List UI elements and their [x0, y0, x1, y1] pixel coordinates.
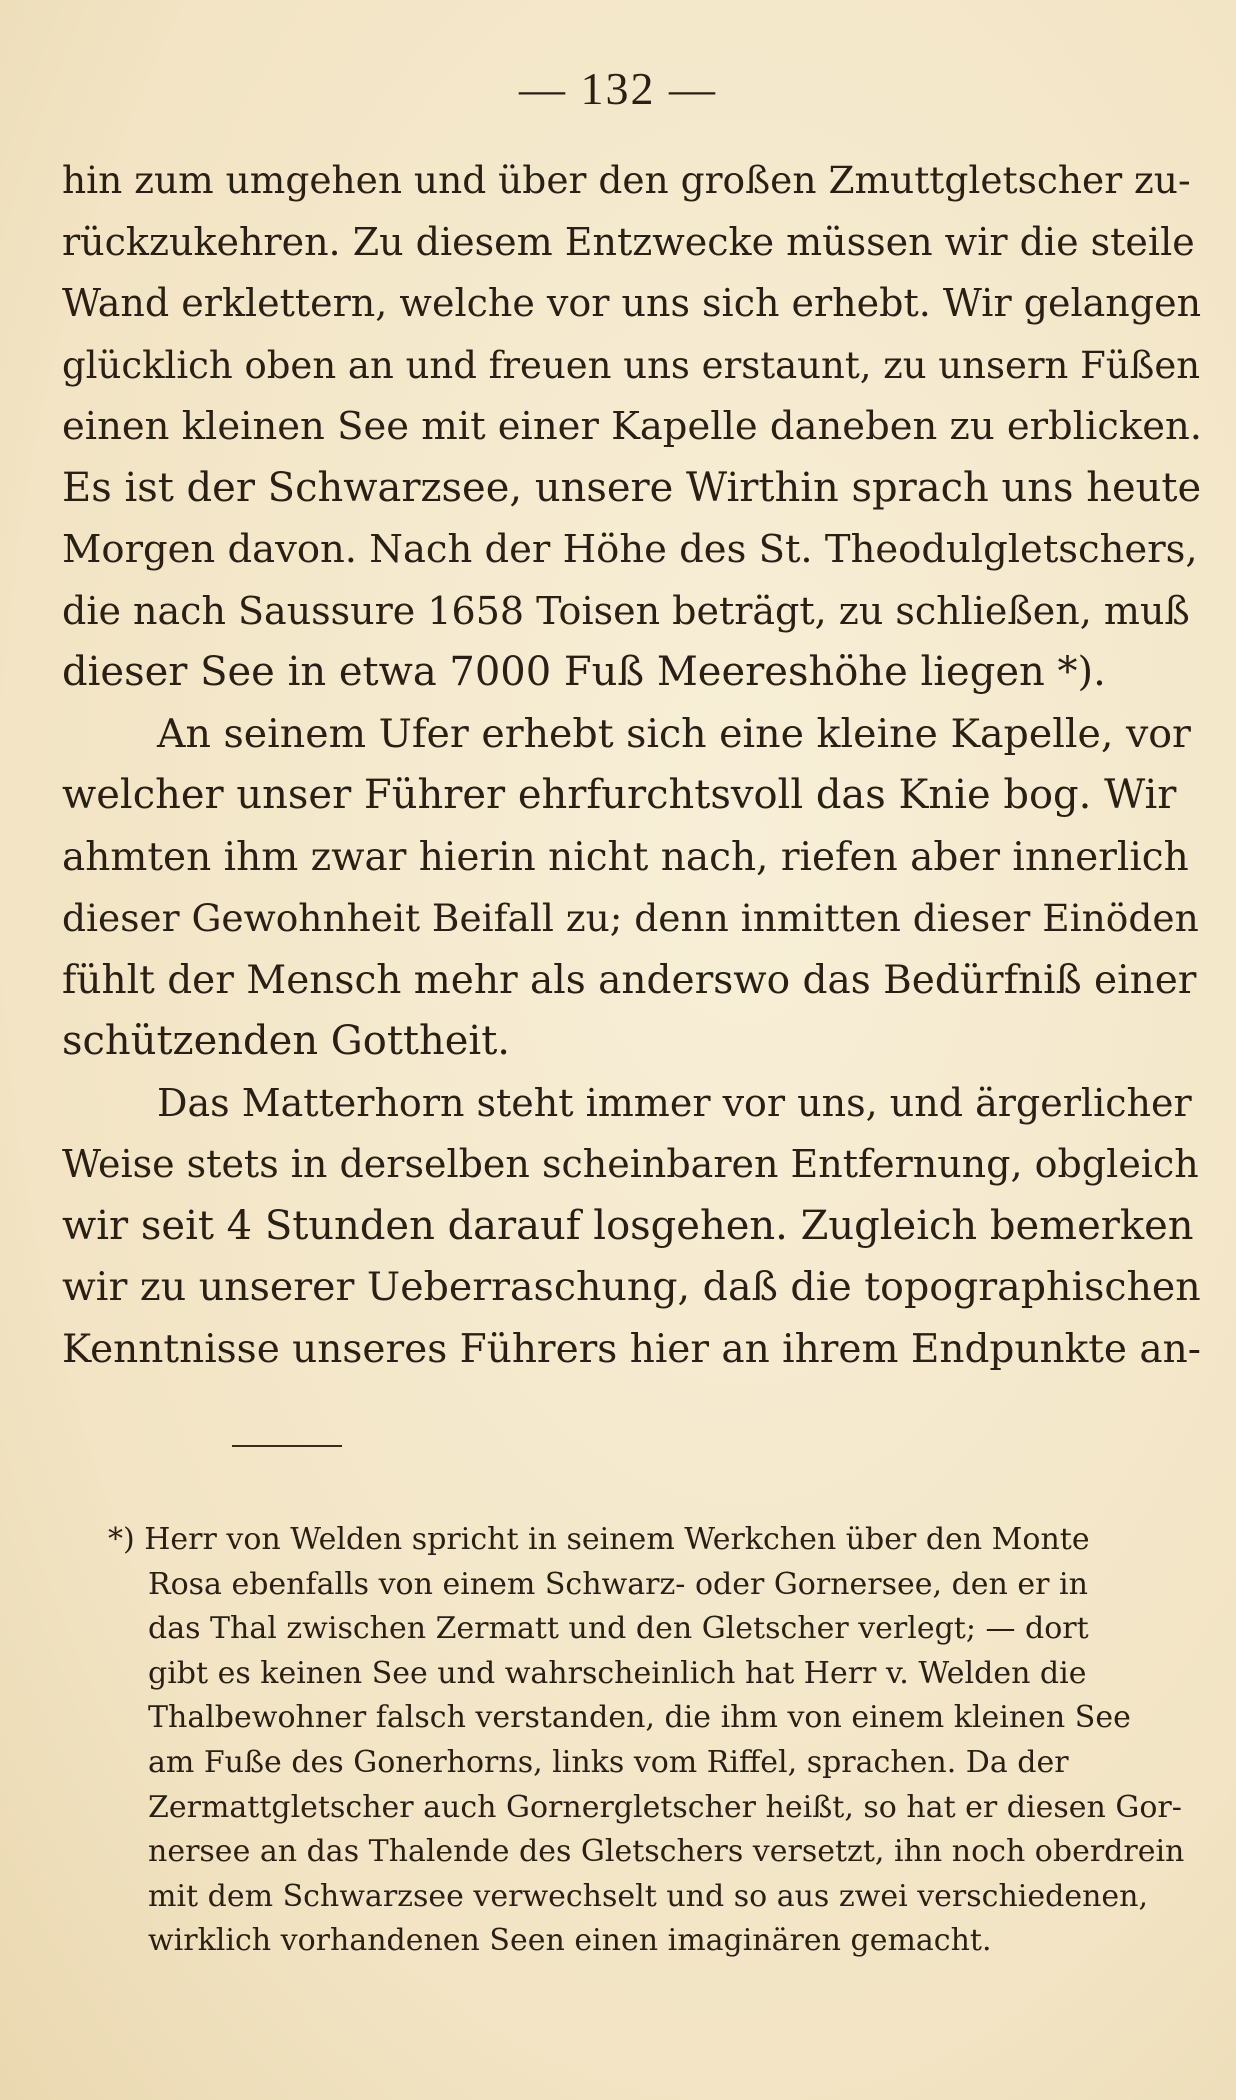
text-line: einen kleinen See mit einer Kapelle daneben zu erblicken.: [62, 404, 1202, 449]
text-line: ahmten ihm zwar hierin nicht nach, riefen aber innerlich: [62, 834, 1189, 880]
footnote-line: *) Herr von Welden spricht in seinem Werkchen über den Monte: [108, 1522, 1090, 1557]
text-line: Es ist der Schwarzsee, unsere Wirthin sprach uns heute: [62, 464, 1202, 511]
text-line: die nach Saussure 1658 Toisen beträgt, zu schließen, muß: [62, 588, 1190, 633]
footnote-line: das Thal zwischen Zermatt und den Gletscher verlegt; — dort: [148, 1611, 1089, 1647]
text-line: glücklich oben an und freuen uns erstaunt, zu unsern Füßen: [62, 343, 1201, 387]
footnote-divider: [232, 1445, 342, 1447]
text-line: Wand erklettern, welche vor uns sich erhebt. Wir gelangen: [62, 281, 1202, 325]
page-number: — 132 —: [519, 63, 717, 114]
text-line: wir zu unserer Ueberraschung, daß die topographischen: [62, 1264, 1201, 1310]
footnote-line: gibt es keinen See und wahrscheinlich hat Herr v. Welden die: [148, 1655, 1087, 1691]
text-line: schützenden Gottheit.: [62, 1018, 510, 1064]
text-line: wir seit 4 Stunden darauf losgehen. Zugleich bemerken: [62, 1202, 1194, 1249]
text-line: hin zum umgehen und über den großen Zmuttgletscher zu-: [62, 158, 1191, 202]
body-text: [62, 150, 1202, 1380]
text-line: rückzukehren. Zu diesem Entzwecke müssen wir die steile: [62, 219, 1195, 264]
text-line: Weise stets in derselben scheinbaren Entfernung, obgleich: [62, 1142, 1199, 1186]
text-line: dieser Gewohnheit Beifall zu; denn inmitten dieser Einöden: [62, 896, 1199, 940]
text-line: fühlt der Mensch mehr als anderswo das Bedürfniß einer: [62, 957, 1197, 1003]
paragraph-start-line: Das Matterhorn steht immer vor uns, und ärgerlicher: [157, 1080, 1192, 1125]
footnote-line: am Fuße des Gonerhorns, links vom Riffel, sprachen. Da der: [148, 1744, 1069, 1780]
footnote-line: mit dem Schwarzsee verwechselt und so aus zwei verschiedenen,: [148, 1878, 1149, 1914]
footnote-line: nersee an das Thalende des Gletschers versetzt, ihn noch oberdrein: [148, 1834, 1185, 1870]
footnote-line: wirklich vorhandenen Seen einen imaginären gemacht.: [148, 1923, 992, 1959]
text-line: Kenntnisse unseres Führers hier an ihrem Endpunkte an-: [62, 1326, 1201, 1372]
text-line: dieser See in etwa 7000 Fuß Meereshöhe liegen *).: [62, 649, 1106, 695]
footnote-line: Rosa ebenfalls von einem Schwarz- oder Gornersee, den er in: [148, 1566, 1088, 1602]
text-line: welcher unser Führer ehrfurchtsvoll das Knie bog. Wir: [62, 772, 1177, 818]
footnote: [108, 1518, 1208, 1964]
footnote-line: Thalbewohner falsch verstanden, die ihm von einem kleinen See: [148, 1700, 1131, 1736]
footnote-line: Zermattgletscher auch Gornergletscher heißt, so hat er diesen Gor-: [148, 1789, 1182, 1825]
paragraph-start-line: An seinem Ufer erhebt sich eine kleine Kapelle, vor: [157, 710, 1191, 757]
text-line: Morgen davon. Nach der Höhe des St. Theodulgletschers,: [62, 527, 1198, 572]
